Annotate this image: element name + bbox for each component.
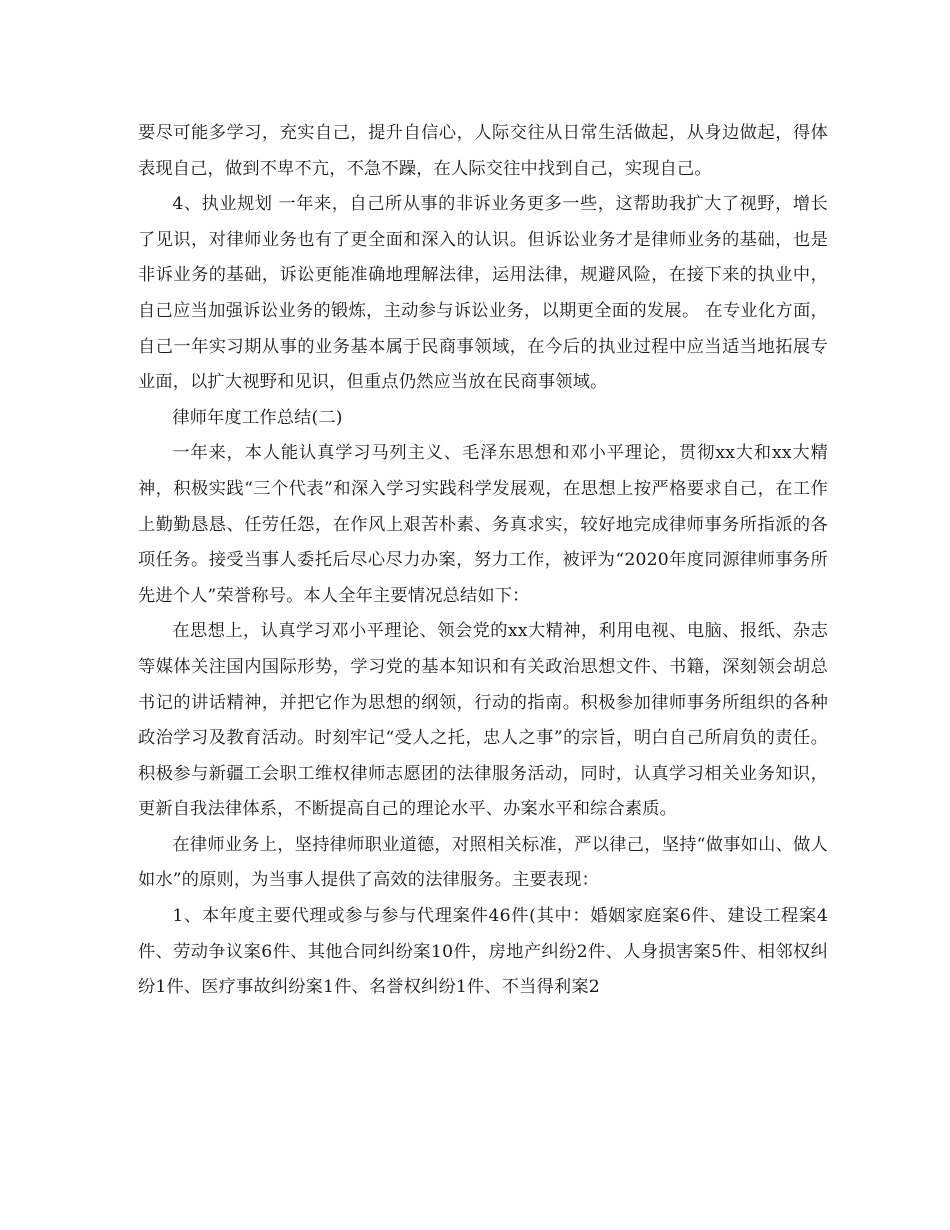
paragraph-intro: 一年来，本人能认真学习马列主义、毛泽东思想和邓小平理论，贯彻xx大和xx大精神，积极实践“三个代表”和深入学习实践科学发展观，在思想上按严格要求自己，在工作上勤勤恳恳、任劳任怨，在作风上艰苦朴素、务真求实，较好地完成律师事务所指派的各项任务。接受当事人委托后尽心尽力办案，努力工作，被评为“2020年度同源律师事务所先进个人”荣誉称号。本人全年主要情况总结如下： <box>138 443 828 606</box>
paragraph-business: 在律师业务上，坚持律师职业道德，对照相关标准，严以律己，坚持“做事如山、做人如水”的原则，为当事人提供了高效的法律服务。主要表现： <box>138 834 828 891</box>
paragraph-continuation: 要尽可能多学习，充实自己，提升自信心，人际交往从日常生活做起，从身边做起，得体表现自己，做到不卑不亢，不急不躁，在人际交往中找到自己，实现自己。 <box>138 123 828 179</box>
paragraph-cases: 1、本年度主要代理或参与参与代理案件46件(其中：婚姻家庭案6件、建设工程案4件、劳动争议案6件、其他合同纠纷案10件，房地产纠纷2件、人身损害案5件、相邻权纠纷1件、医疗事故纠纷案1件、名誉权纠纷1件、不当得利案2 <box>138 906 828 998</box>
document-page <box>138 116 828 1006</box>
section-heading: 律师年度工作总结(二) <box>172 407 343 428</box>
paragraph-ideology: 在思想上，认真学习邓小平理论、领会党的xx大精神，利用电视、电脑、报纸、杂志等媒体关注国内国际形势，学习党的基本知识和有关政治思想文件、书籍，深刻领会胡总书记的讲话精神，并把它作为思想的纲领，行动的指南。积极参加律师事务所组织的各种政治学习及教育活动。时刻牢记“受人之托，忠人之事”的宗旨，明白自己所肩负的责任。积极参与新疆工会职工维权律师志愿团的法律服务活动，同时，认真学习相关业务知识，更新自我法律体系，不断提高自己的理论水平、办案水平和综合素质。 <box>138 621 828 820</box>
paragraph-career-plan: 4、执业规划 一年来，自己所从事的非诉业务更多一些，这帮助我扩大了视野，增长了见识，对律师业务也有了更全面和深入的认识。但诉讼业务才是律师业务的基础，也是非诉业务的基础，诉讼更能准确地理解法律，运用法律，规避风险，在接下来的执业中，自己应当加强诉讼业务的锻炼，主动参与诉讼业务，以期更全面的发展。 在专业化方面，自己一年实习期从事的业务基本属于民商事领域，在今后的执业过程中应当适当地拓展专业面，以扩大视野和见识，但重点仍然应当放在民商事领域。 <box>138 194 828 393</box>
